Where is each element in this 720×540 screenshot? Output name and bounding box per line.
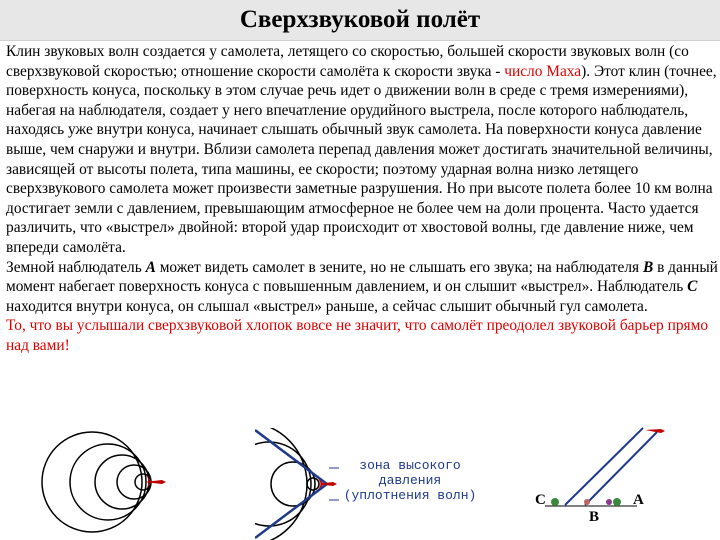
p2-text-c: в данный момент набегает поверхность конуса с повышенным давлением, и он слышит «выстрел». Наблюдатель (6, 258, 718, 296)
observer-a-ref: А (145, 258, 156, 276)
observer-a-label: А (633, 492, 644, 508)
observer-c-label: С (535, 492, 546, 508)
zone-label-line-2: давления (378, 473, 442, 488)
zone-label-line-1: зона высокого (359, 458, 461, 473)
observer-c-marker (551, 498, 559, 506)
observer-b-marker (584, 499, 590, 505)
body-text (6, 42, 718, 356)
wave-circles-diagram (40, 430, 170, 540)
mach-number-link[interactable]: число Маха (504, 62, 582, 80)
paragraph-1 (6, 42, 718, 258)
airplane-icon (144, 475, 166, 489)
observer-b-label: В (589, 509, 600, 525)
observers-diagram (525, 420, 675, 520)
mach-cone-diagram (255, 428, 345, 540)
observer-b-ref: В (642, 258, 654, 276)
p1-text-a: Клин звуковых волн создается у самолета, летящего со скоростью, большей скорости звуковых волн (со сверхзвуковой скоростью; отношение скорости самолёта к скорости звука - (6, 43, 689, 80)
observer-c-ref: С (687, 278, 698, 296)
high-pressure-zone-label (335, 458, 485, 503)
paragraph-3: То, что вы услышали сверхзвуковой хлопок вовсе не значит, что самолёт преодолел звуковой барьер прямо над вами! (6, 317, 709, 354)
zone-label-line-3: (уплотнения волн) (343, 488, 477, 503)
p2-text-b: может видеть самолет в зените, но не слышать его звука; на наблюдателя (155, 258, 643, 276)
p2-text-d: находится внутри конуса, он слышал «выстрел» раньше, а сейчас слышит обычный гул самолета. (6, 297, 648, 315)
p1-text-b: ). Этот клин (точнее, поверхность конуса, поскольку в этом случае речь идет о движении волн в среде с тремя измерениями), набегая на наблюдателя, создает у него впечатление орудийного выстрела, после которого наблюдатель, находясь уже внутри конуса, начинает слышать обычный звук самолета. На поверхности конуса давление выше, чем снаружи и внутри. Вблизи самолета перепад давления может достигать значительной величины, зависящей от высоты полета, типа машины, ее скорости; поэтому ударная волна низко летящего сверхзвукового самолета может произвести заметные разрушения. Но при высоте полета более 10 км волна достигает земли с давлением, превышающим атмосферное не более чем на доли процента. Часто удается различить, что «выстрел» двойной: второй удар происходит от хвостовой волны, где давление ниже, чем впереди самолёта. (6, 62, 717, 256)
airplane-icon (645, 429, 665, 433)
observer-a-marker (613, 498, 621, 506)
p2-text-a: Земной наблюдатель (6, 258, 146, 276)
title-bar (0, 0, 720, 41)
paragraph-2 (6, 258, 718, 317)
page-title: Сверхзвуковой полёт (239, 6, 481, 33)
